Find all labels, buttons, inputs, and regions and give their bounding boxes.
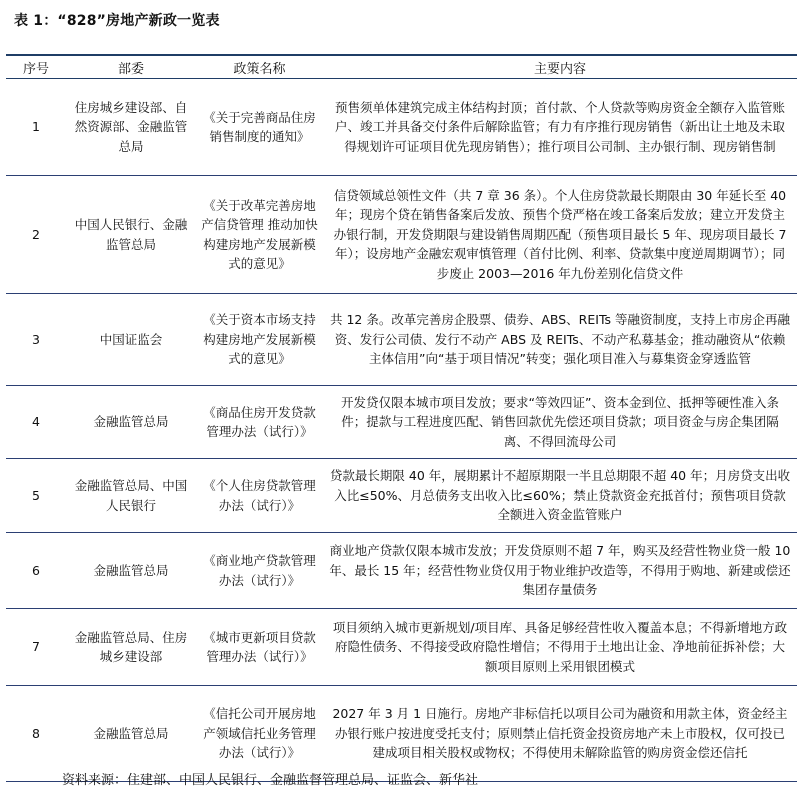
row-no: 7 [32,639,40,655]
header-no: 序号 [22,61,49,77]
table-row [6,459,797,533]
row-dept: 金融监管总局 [93,725,169,741]
table-row [6,533,797,609]
table-row [6,176,797,294]
row-dept: 金融监管总局 [93,414,169,430]
row-content: 信贷领域总领性文件（共 7 章 36 条）。个人住房贷款最长期限由 30 年延长至 40 年；现房个贷在销售备案后发放、预售个贷严格在竣工备案后发放；建立开发贷主办银行制，开发贷期限与建设销售周期匹配（预售项目最长 5 年、现房项目最长 7 年）；设房地产金融宏观审慎管理（首付比例、利率、贷款集中度逆周期调节）；同步废止 2003—2016 年九份差别化信贷文件 [333,187,787,281]
header-dept: 部委 [117,61,144,77]
table-row [6,386,797,459]
table-row [6,686,797,782]
header-content: 主要内容 [533,61,586,77]
header-policy: 政策名称 [233,61,286,77]
row-no: 8 [32,725,40,741]
row-dept: 中国人民银行、金融监管总局 [74,217,188,252]
row-policy: 《关于改革完善房地产信贷管理 推动加快构建房地产发展新模式的意见》 [201,197,318,271]
row-policy: 《城市更新项目贷款管理办法（试行）》 [203,629,316,664]
row-no: 1 [32,119,40,135]
row-policy: 《个人住房贷款管理办法（试行）》 [203,478,316,513]
row-no: 2 [32,226,40,242]
table-row [6,79,797,176]
row-dept: 金融监管总局 [93,562,169,578]
row-policy: 《关于完善商品住房销售制度的通知》 [203,109,316,144]
row-no: 3 [32,331,40,347]
row-content: 开发贷仅限本城市项目发放；要求“等效四证”、资本金到位、抵押等硬性准入条件；提款与工程进度匹配、销售回款优先偿还项目贷款；项目资金与房企集团隔离、不得回流母公司 [341,394,779,449]
row-dept: 金融监管总局、中国人民银行 [74,478,188,513]
row-no: 6 [32,562,40,578]
table-row [6,609,797,686]
row-content: 项目须纳入城市更新规划/项目库、具备足够经营性收入覆盖本息；不得新增地方政府隐性债务、不得接受政府隐性增信；不得用于土地出让金、净地前征拆补偿；大额项目原则上采用银团模式 [332,619,788,674]
row-policy: 《信托公司开展房地产领域信托业务管理办法（试行）》 [203,706,316,761]
row-content: 预售须单体建筑完成主体结构封顶；首付款、个人贷款等购房资金全额存入监管账户、竣工并具备交付条件后解除监管；有力有序推行现房销售（新出让土地及未取得规划许可证项目优先现房销售）；推行项目公司制、主办银行制、现房销售制 [334,99,785,154]
source-note: 资料来源：住建部、中国人民银行、金融监督管理总局、证监会、新华社 [62,773,479,788]
row-content: 贷款最长期限 40 年，展期累计不超原期限一半且总期限不超 40 年；月房贷支出收入比≤50%、月总债务支出收入比≤60%；禁止贷款资金充抵首付；预售项目贷款全额进入资金监管账户 [329,468,791,523]
row-no: 5 [32,487,40,503]
table-title: 表 1：“828”房地产新政一览表 [14,13,220,29]
policy-table [6,54,797,782]
row-content: 商业地产贷款仅限本城市发放；开发贷原则不超 7 年，购买及经营性物业贷一般 10 年、最长 15 年；经营性物业贷仅用于物业维护改造等，不得用于购地、新建或偿还集团存量债务 [329,543,791,598]
row-dept: 中国证监会 [99,331,163,347]
row-policy: 《商业地产贷款管理办法（试行）》 [203,553,316,588]
row-dept: 住房城乡建设部、自然资源部、金融监管总局 [74,99,188,154]
row-policy: 《关于资本市场支持构建房地产发展新模式的意见》 [203,312,316,367]
row-no: 4 [32,414,40,430]
row-dept: 金融监管总局、住房城乡建设部 [74,629,188,664]
table-header [6,54,797,79]
row-content: 2027 年 3 月 1 日施行。房地产非标信托以项目公司为融资和用款主体，资金经主办银行账户按进度受托支付；原则禁止信托资金投资房地产未上市股权，仅可投已建成项目相关股权或物权；不得使用未解除监管的购房资金偿还信托 [332,706,788,761]
table-row [6,294,797,386]
row-policy: 《商品住房开发贷款管理办法（试行）》 [203,404,316,439]
row-content: 共 12 条。改革完善房企股票、债券、ABS、REITs 等融资制度，支持上市房企再融资、发行公司债、发行不动产 ABS 及 REITs、不动产私募基金；推动融资从“依赖主体信用”向“基于项目情况”转变；强化项目准入与募集资金穿透监管 [329,312,791,367]
